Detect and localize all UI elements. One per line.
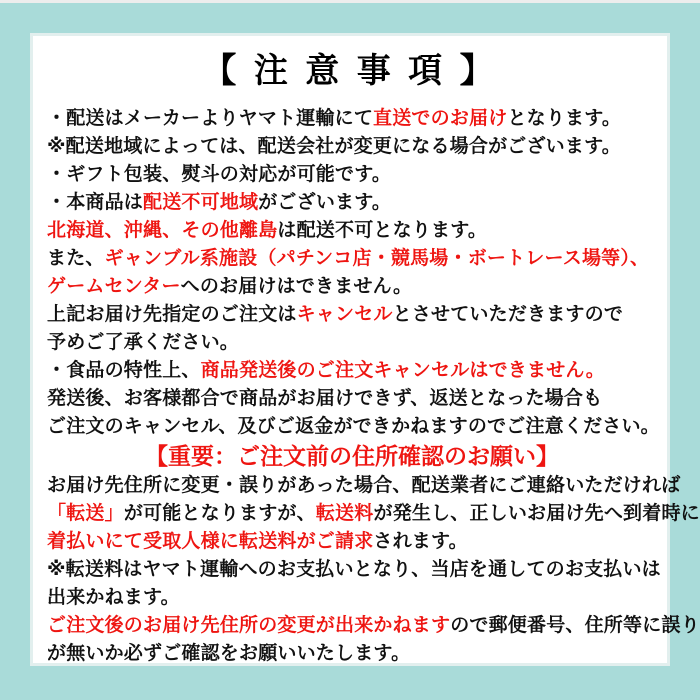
plain-text: ので郵便番号、住所等に誤り (450, 615, 700, 636)
notice-line (47, 500, 700, 528)
highlighted-text: ご注文後のお届け先住所の変更が出来かねます (47, 615, 451, 636)
notice-line (47, 301, 657, 329)
notice-line (47, 385, 657, 413)
plain-text: また、 (47, 248, 105, 269)
notice-line (47, 245, 657, 273)
highlighted-text: 商品発送後のご注文キャンセルはできません。 (200, 360, 605, 381)
notice-line (47, 640, 657, 668)
plain-text: ※転送料はヤマト運輸へのお支払いとなり、当店を通してのお支払いは (47, 559, 661, 580)
important-heading: 【重要：ご注文前の住所確認のお願い】 (145, 443, 559, 469)
notice-line (47, 329, 657, 357)
plain-text: がございます。 (258, 192, 392, 213)
plain-text: ・ギフト包装、熨斗の対応が可能です。 (47, 164, 392, 185)
highlighted-text: 転送料 (315, 503, 374, 524)
notice-line (47, 189, 657, 217)
highlighted-text: 直送でのお届け (373, 108, 508, 129)
highlighted-text: ギャンブル系施設（パチンコ店・競馬場・ボートレース場等）、 (104, 248, 650, 269)
notice-line (47, 273, 657, 301)
plain-text: が発生し、正しいお届け先へ到着時に (373, 503, 700, 524)
plain-text: 予めご了承ください。 (47, 332, 240, 353)
highlighted-text: 着払いにて受取人様に転送料がご請求 (47, 531, 374, 552)
plain-text: 出来かねます。 (47, 587, 180, 608)
highlighted-text: キャンセル (296, 304, 393, 325)
notice-line (47, 528, 657, 556)
plain-text: お届け先住所に変更・誤りがあった場合、配送業者にご連絡いただければ (47, 475, 681, 496)
plain-text: とさせていただきますので (392, 304, 624, 325)
plain-text: ・配送はメーカーよりヤマト運輸にて (47, 108, 374, 129)
notice-line (47, 612, 700, 640)
plain-text: は配送不可となります。 (277, 220, 488, 241)
notice-line (47, 413, 660, 441)
plain-text: ご注文のキャンセル、及びご返金ができかねますのでご注意ください。 (47, 416, 660, 437)
plain-text: へのお届けはできません。 (180, 276, 413, 297)
notice-line (47, 556, 661, 584)
notice-title: 【 注 意 事 項 】 (202, 52, 498, 90)
notice-line (47, 217, 657, 245)
notice-line (47, 472, 681, 500)
highlighted-text: 配送不可地域 (143, 192, 259, 213)
plain-text: が無いか必ずご確認をお願いいたします。 (47, 643, 411, 664)
notice-line (47, 161, 657, 189)
notice-line (47, 584, 657, 612)
plain-text: となります。 (507, 108, 622, 129)
notice-line (47, 357, 657, 385)
plain-text: ※配送地域によっては、配送会社が変更になる場合がございます。 (47, 136, 621, 157)
notice-line (47, 105, 657, 133)
highlighted-text: 「転送」 (47, 503, 124, 524)
notice-panel (33, 36, 700, 664)
plain-text: ・本商品は (47, 192, 144, 213)
notice-lines (33, 92, 700, 668)
plain-text: 発送後、お客様都合で商品がお届けできず、返送となった場合も (47, 388, 603, 409)
highlighted-text: ゲームセンター (47, 276, 181, 297)
notice-line (47, 133, 657, 161)
plain-text: 上記お届け先指定のご注文は (47, 304, 297, 325)
plain-text: が可能となりますが、 (123, 503, 316, 524)
plain-text: されます。 (373, 531, 468, 552)
highlighted-text: 北海道、沖縄、その他離島 (47, 220, 278, 241)
plain-text: ・食品の特性上、 (47, 360, 201, 381)
top-edge-strip (0, 0, 700, 3)
